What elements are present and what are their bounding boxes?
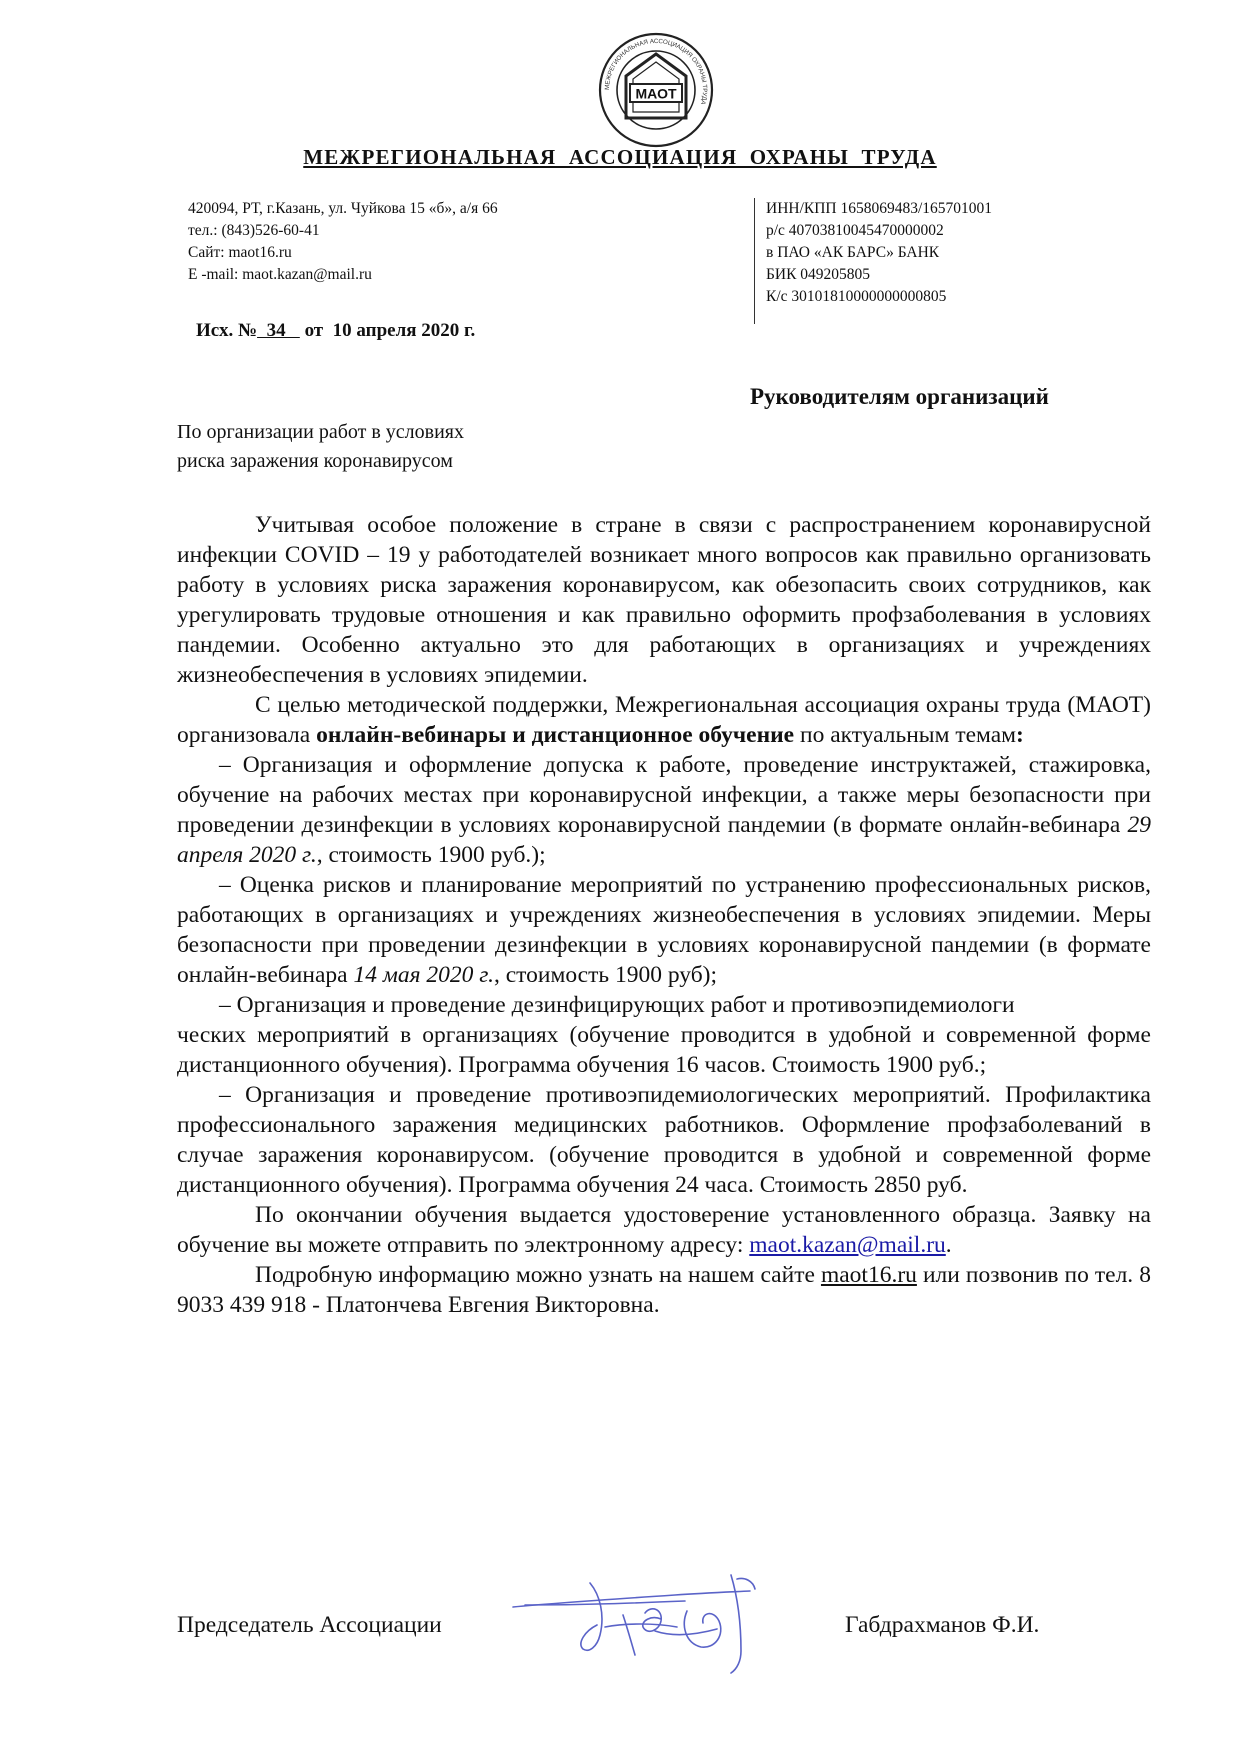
site-link[interactable]: maot16.ru	[820, 1262, 917, 1288]
phone: тел.: (843)526-60-41	[188, 222, 320, 239]
subject-line-2: риска заражения коронавирусом	[177, 450, 453, 472]
outgoing-date: от 10 апреля 2020 г.	[299, 320, 476, 341]
signer-name: Габдрахманов Ф.И.	[845, 1612, 1040, 1638]
inn-kpp: ИНН/КПП 1658069483/165701001	[766, 200, 993, 217]
corr-account: К/с 30101810000000000805	[766, 288, 947, 305]
organization-title: МЕЖРЕГИОНАЛЬНАЯ АССОЦИАЦИЯ ОХРАНЫ ТРУДА	[303, 145, 937, 169]
svg-text:МАОТ: МАОТ	[635, 85, 677, 102]
list-item-3: – Организация и проведение дезинфицирующих работ и противоэпидемиологи ческих мероприятий в организациях (обучение проводится в удобной и современной форме дистанционного обучения). Программа обучения 16 часов. Стоимость 1900 руб.;	[177, 992, 1151, 1078]
subject	[177, 418, 464, 476]
site: Сайт: maot16.ru	[188, 244, 292, 261]
paragraph-purpose: С целью методической поддержки, Межрегиональная ассоциация охраны труда (МАОТ) организовала онлайн-вебинары и дистанционное обучение по актуальным темам:	[177, 692, 1151, 748]
outgoing-prefix: Исх. №	[196, 320, 258, 341]
bank-requisites	[766, 198, 992, 308]
list-item-4: – Организация и проведение противоэпидемиологических мероприятий. Профилактика профессионального заражения медицинских работников. Оформление профзаболеваний в случае заражения коронавирусом. (обучение проводится в удобной и современной форме дистанционного обучения). Программа обучения 24 часа. Стоимость 2850 руб.	[177, 1082, 1151, 1198]
paragraph-intro: Учитывая особое положение в стране в связи с распространением коронавирусной инфекции COVID – 19 у работодателей возникает много вопросов как правильно организовать работу в условиях риска заражения коронавирусом, как обезопасить своих сотрудников, как урегулировать трудовые отношения и как правильно оформить профзаболевания в условиях пандемии. Особенно актуально это для работающих в организациях и учреждениях жизнеобеспечения в условиях эпидемии.	[177, 512, 1151, 688]
webinar-date-2: 14 мая 2020 г.	[353, 962, 494, 988]
address: 420094, РТ, г.Казань, ул. Чуйкова 15 «б», а/я 66	[188, 200, 498, 217]
email: E -mail: maot.kazan@mail.ru	[188, 266, 372, 283]
recipient: Руководителям организаций	[750, 384, 1049, 409]
signatory-title: Председатель Ассоциации	[177, 1612, 442, 1638]
bank-name: в ПАО «АК БАРС» БАНК	[766, 244, 940, 261]
svg-text:МЕЖРЕГИОНАЛЬНАЯ АССОЦИАЦИЯ ОХР: МЕЖРЕГИОНАЛЬНАЯ АССОЦИАЦИЯ ОХРАНЫ ТРУДА	[603, 37, 709, 106]
webinar-date-1: 29 апреля 2020 г.	[177, 812, 1151, 868]
requisites-divider	[754, 198, 755, 324]
bank-account: р/с 40703810045470000002	[766, 222, 944, 239]
subject-line-1: По организации работ в условиях	[177, 421, 464, 443]
email-link[interactable]: maot.kazan@mail.ru	[749, 1232, 946, 1258]
contact-block	[188, 198, 498, 286]
outgoing-number-value: 34	[257, 320, 300, 341]
paragraph-info: Подробную информацию можно узнать на нашем сайте maot16.ru или позвонив по тел. 8 9033 439 918 - Платончева Евгения Викторовна.	[177, 1262, 1151, 1318]
list-item-1: – Организация и оформление допуска к работе, проведение инструктажей, стажировка, обучение на рабочих местах при коронавирусной инфекции, а также меры безопасности при проведении дезинфекции в условиях коронавирусной пандемии (в формате онлайн-вебинара 29 апреля 2020 г., стоимость 1900 руб.);	[177, 752, 1151, 868]
outgoing-number	[196, 320, 475, 342]
highlight-webinars: онлайн-вебинары и дистанционное обучение	[316, 722, 795, 748]
paragraph-certificate: По окончании обучения выдается удостоверение установленного образца. Заявку на обучение вы можете отправить по электронному адресу: maot.kazan@mail.ru.	[177, 1202, 1151, 1258]
list-item-2: – Оценка рисков и планирование мероприятий по устранению профессиональных рисков, работающих в организациях и учреждениях жизнеобеспечения в условиях эпидемии. Меры безопасности при проведении дезинфекции в условиях коронавирусной пандемии (в формате онлайн-вебинара 14 мая 2020 г., стоимость 1900 руб);	[177, 872, 1151, 988]
letter-body	[177, 510, 1151, 1320]
bik: БИК 049205805	[766, 266, 871, 283]
maot-logo	[596, 30, 716, 150]
handwritten-signature	[505, 1565, 785, 1677]
